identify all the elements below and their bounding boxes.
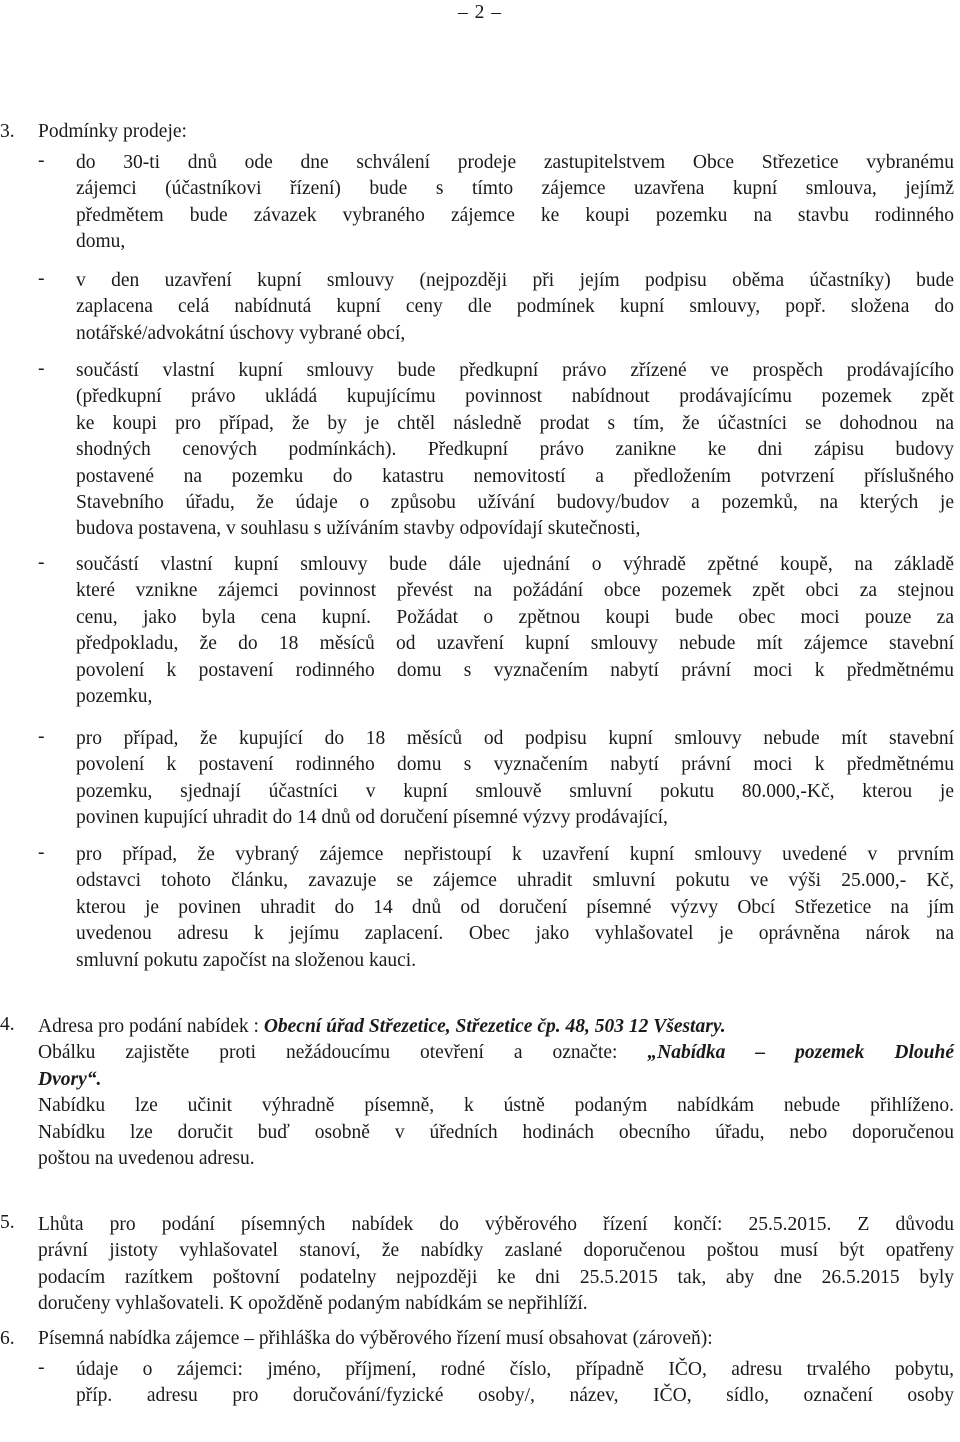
text-line: povinen kupující uhradit do 14 dnů od doručení písemné výzvy prodávající, [76, 807, 668, 829]
text-line: příp. adresu pro doručování/fyzické osoby/, název, IČO, sídlo, označení osoby [76, 1385, 954, 1407]
text-line: podacím razítkem poštovní podatelny nejpozději ke dni 25.5.2015 tak, aby dne 26.5.2015 byly [38, 1266, 954, 1288]
section-3-title: Podmínky prodeje: [38, 121, 187, 142]
section-5-body [38, 1212, 954, 1318]
section-3-number: 3. [0, 121, 15, 142]
text-line: pro případ, že vybraný zájemce nepřistoupí k uzavření kupní smlouvy uvedené v prvním [76, 844, 954, 865]
section-4-body [38, 1014, 954, 1172]
address-value: Obecní úřad Střezetice, Střezetice čp. 48, 503 12 Všestary. [263, 1016, 726, 1037]
text-line: odstavci tohoto článku, zavazuje se zájemce uhradit smluvní pokutu ve výši 25.000,- Kč, [76, 870, 954, 892]
text-line: postavené na pozemku do katastru nemovitostí a předložením potvrzení příslušného [76, 465, 954, 487]
text-line: pro případ, že kupující do 18 měsíců od podpisu kupní smlouvy nebude mít stavební [76, 728, 954, 749]
text-line: předmětem bude závazek vybraného zájemce ke koupi pozemku na stavbu rodinného [76, 204, 954, 226]
text-line: povolení k postavení rodinného domu s vyznačením nabytí právní moci k předmětnému [76, 659, 954, 681]
text-line: součástí vlastní kupní smlouvy bude dále ujednání o výhradě zpětné koupě, na základě [76, 554, 954, 575]
text-line: Stavebního úřadu, že údaje o způsobu užívání budovy/budov a pozemků, na kterých je [76, 492, 954, 514]
text-line: notářské/advokátní úschovy vybrané obcí, [76, 322, 406, 344]
text-line: v den uzavření kupní smlouvy (nejpozději při jejím podpisu oběma účastníky) bude [76, 270, 954, 291]
section-6-number: 6. [0, 1328, 15, 1349]
text-line: smluvní pokutu započíst na složenou kauci. [76, 949, 417, 971]
text-line: ke koupi pro případ, že by je chtěl následně prodat s tím, že účastníci se dohodnou na [76, 412, 954, 434]
envelope-line [38, 1040, 954, 1066]
address-line [38, 1014, 954, 1040]
section-4-number: 4. [0, 1014, 15, 1035]
s3-bullet-2 [76, 268, 954, 347]
s3-bullet-6 [76, 842, 954, 974]
s3-bullet-3 [76, 358, 954, 543]
bullet-dash: - [38, 552, 45, 573]
text-line: cenu, jako byla cena kupní. Požádat o zpětnou koupi bude obec moci pouze za [76, 606, 954, 628]
text-line: zájemci (účastníkovi řízení) bude s tímto zájemce uzavřena kupní smlouva, jejímž [76, 178, 954, 200]
bullet-dash: - [38, 268, 45, 289]
text-line: předpokladu, že do 18 měsíců od uzavření kupní smlouvy nebude mít zájemce stavební [76, 633, 954, 655]
envelope-line-2 [38, 1067, 954, 1093]
bullet-dash: - [38, 358, 45, 379]
text-line: do 30-ti dnů ode dne schválení prodeje zastupitelstvem Obce Střezetice vybranému [76, 152, 954, 173]
text-line: budova postavena, v souhlasu s užíváním stavby odpovídají skutečnosti, [76, 518, 641, 540]
text-line: které vznikne zájemci povinnost převést na požádání obce pozemek zpět obci za stejnou [76, 580, 954, 602]
text-line: součástí vlastní kupní smlouvy bude předkupní právo zřízené ve prospěch prodávajícího [76, 360, 954, 381]
address-label: Adresa pro podání nabídek : [38, 1016, 264, 1037]
page-number: – 2 – [458, 2, 502, 23]
envelope-label: Obálku zajistěte proti nežádoucímu otevření a označte: [38, 1042, 648, 1064]
envelope-marking: „Nabídka – pozemek Dlouhé [647, 1042, 954, 1064]
section-5-number: 5. [0, 1212, 15, 1233]
text-line: Lhůta pro podání písemných nabídek do výběrového řízení končí: 25.5.2015. Z důvodu [38, 1214, 954, 1235]
section-6-title: Písemná nabídka zájemce – přihláška do výběrového řízení musí obsahovat (zároveň): [38, 1328, 713, 1349]
text-line: kterou je povinen uhradit do 14 dnů od doručení písemné výzvy Obcí Střezetice na jím [76, 896, 954, 918]
text-line: povolení k postavení rodinného domu s vyznačením nabytí právní moci k předmětnému [76, 754, 954, 776]
text-line: uvedenou adresu k jejímu zaplacení. Obec jako vyhlašovatel je oprávněna nárok na [76, 923, 954, 945]
bullet-dash: - [38, 842, 45, 863]
s3-bullet-1 [76, 150, 954, 256]
text-line: právní jistoty vyhlašovatel stanoví, že nabídky zaslané doporučenou poštou musí být opatřeny [38, 1240, 954, 1262]
text-line: údaje o zájemci: jméno, příjmení, rodné číslo, případně IČO, adresu trvalého pobytu, [76, 1359, 954, 1380]
closing-quote: “. [86, 1068, 102, 1090]
text-line: zaplacena celá nabídnutá kupní ceny dle podmínek kupní smlouvy, popř. složena do [76, 296, 954, 318]
bullet-dash: - [38, 726, 45, 747]
text-line: pozemku, [76, 686, 153, 708]
s3-bullet-5 [76, 726, 954, 832]
bullet-dash: - [38, 150, 45, 171]
s3-bullet-4 [76, 552, 954, 710]
text-line: Nabídku lze učinit výhradně písemně, k ústně podaným nabídkám nebude přihlíženo. [38, 1095, 954, 1117]
text-line: domu, [76, 231, 126, 253]
envelope-marking-end: Dvory [38, 1068, 87, 1090]
text-line: doručeny vyhlašovateli. K opožděně podaným nabídkám se nepřihlíží. [38, 1293, 588, 1315]
bullet-dash: - [38, 1357, 45, 1378]
text-line: (předkupní právo ukládá kupujícímu povinnost nabídnout prodávajícímu pozemek zpět [76, 386, 954, 408]
s6-bullet-1 [76, 1357, 954, 1410]
text-line: poštou na uvedenou adresu. [38, 1148, 255, 1170]
text-line: Nabídku lze doručit buď osobně v úředních hodinách obecního úřadu, nebo doporučenou [38, 1121, 954, 1143]
text-line: shodných cenových podmínkách). Předkupní právo zanikne ke dni zápisu budovy [76, 439, 954, 461]
text-line: pozemku, sjednají účastníci v kupní smlouvě smluvní pokutu 80.000,-Kč, kterou je [76, 780, 954, 802]
